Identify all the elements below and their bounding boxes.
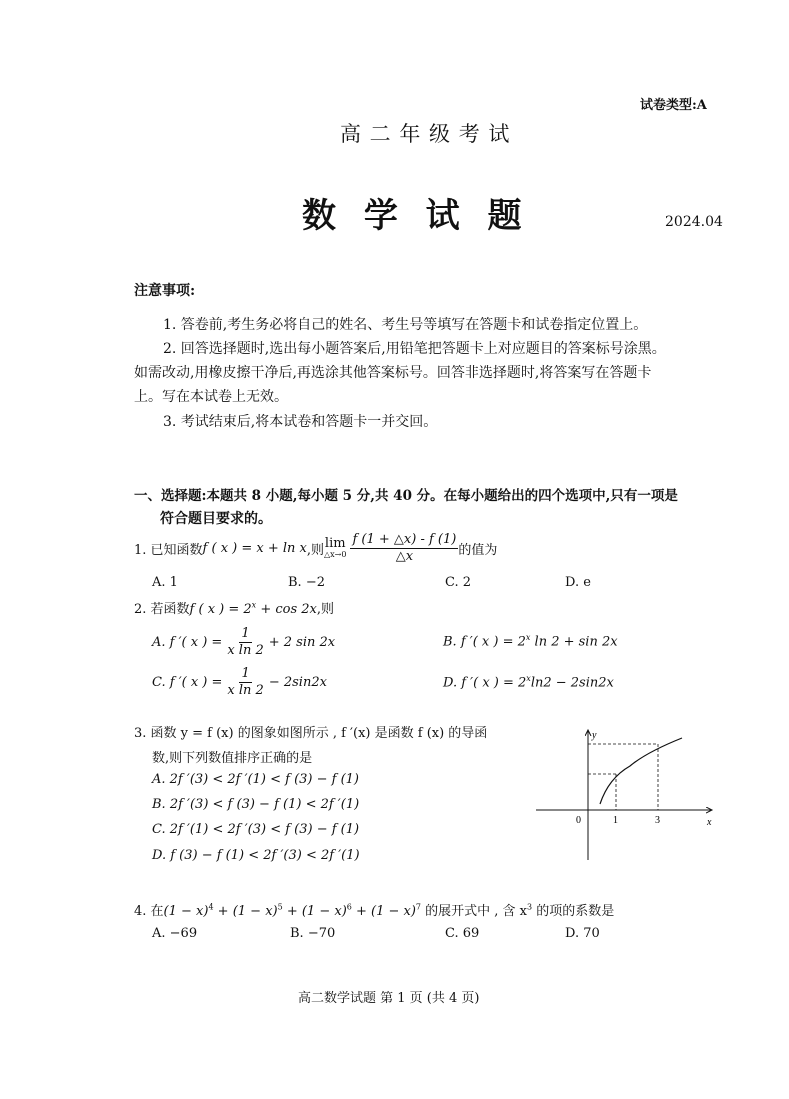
grade-title: 高 二 年 级 考 试 [340,122,511,146]
q1-option-c[interactable]: C. 2 [445,575,472,590]
graph-tick-3: 3 [655,815,660,826]
q3-stem-line-1: 3. 函数 y = f (x) 的图象如图所示 , f ′(x) 是函数 f (x) 的导函 [134,726,488,741]
q1-option-b[interactable]: B. −2 [288,575,325,590]
q2-a-tail: + 2 sin 2x [268,634,336,650]
q2-option-b[interactable] [443,633,618,649]
q2-then: ,则 [316,602,334,617]
q1-fraction [350,532,458,565]
q4-term-2: + (1 − x) [213,904,278,919]
subject-title: 数 学 试 题 [302,196,530,236]
q2-a-fraction [225,626,265,659]
q4-option-c[interactable]: C. 69 [445,926,480,941]
graph-y-label: y [592,730,597,741]
q3-function-graph [530,722,720,867]
q1-then: ,则 [306,542,325,558]
q2-d-tail: ln2 − 2sin2x [530,675,614,691]
q2-exponent: x [251,600,257,610]
q3-option-c[interactable]: C. 2f ′(1) < 2f ′(3) < f (3) − f (1) [152,822,360,837]
q4-exp-2: 5 [277,902,283,912]
question-4-stem [134,900,614,919]
section-1-heading-line-2: 符合题目要求的。 [160,511,272,527]
q2-option-c[interactable] [152,662,327,702]
graph-x-label: x [707,817,712,828]
note-item-1: 1. 答卷前,考生务必将自己的姓名、考生号等填写在答题卡和试卷指定位置上。 [163,317,648,333]
q2-option-d[interactable] [443,674,614,690]
q4-option-a[interactable]: A. −69 [152,926,198,941]
q2-function-tail: + cos 2x [256,602,317,617]
q2-a-denominator: x ln 2 [227,642,264,658]
q2-d-exponent: x [526,674,531,683]
q1-function: f ( x ) = x + ln x [202,540,307,556]
note-item-2-line-2: 如需改动,用橡皮擦干净后,再选涂其他答案标号。回答非选择题时,将答案写在答题卡 [134,365,652,381]
q1-option-a[interactable]: A. 1 [152,575,178,590]
q4-exp-3: 6 [346,902,352,912]
q1-denominator: △x [395,548,414,564]
paper-type: 试卷类型:A [640,98,707,113]
q4-term-4: + (1 − x) [351,904,416,919]
exam-date: 2024.04 [665,214,723,230]
q1-option-d[interactable]: D. e [565,575,591,590]
q2-c-denominator: x ln 2 [227,682,264,698]
q4-exp-5: 3 [527,902,533,912]
q4-option-b[interactable]: B. −70 [290,926,336,941]
note-item-3: 3. 考试结束后,将本试卷和答题卡一并交回。 [163,414,438,430]
q4-term-1: (1 − x) [163,904,209,919]
q3-stem-line-2: 数,则下列数值排序正确的是 [152,751,313,766]
question-2-stem [134,598,334,617]
q1-lim-word: lim [324,535,346,551]
function-curve [600,738,682,804]
q4-mid: 的展开式中 , 含 x [421,904,528,919]
q2-b-exponent: x [525,633,531,642]
q2-b-lhs: B. f ′( x ) = 2 [443,634,526,650]
note-item-2-line-3: 上。写在本试卷上无效。 [134,389,288,405]
q2-function: f ( x ) = 2 [189,602,252,617]
q4-option-d[interactable]: D. 70 [565,926,600,941]
q1-limit [324,535,347,559]
q3-option-d[interactable]: D. f (3) − f (1) < 2f ′(3) < 2f ′(1) [152,848,360,863]
q3-option-b[interactable]: B. 2f ′(3) < f (3) − f (1) < 2f ′(1) [152,797,360,812]
q2-prefix: 2. 若函数 [134,602,190,617]
q2-d-lhs: D. f ′( x ) = 2 [443,675,527,691]
q2-option-a[interactable] [152,622,335,662]
question-1-stem [134,528,497,568]
q2-c-tail: − 2sin2x [268,674,327,690]
q4-suffix: 的项的系数是 [532,904,615,919]
q1-numerator: f (1 + △x) - f (1) [352,531,457,547]
q4-prefix: 4. 在 [134,904,164,919]
section-1-heading-line-1: 一、选择题:本题共 8 小题,每小题 5 分,共 40 分。在每小题给出的四个选项中,只有一项是 [134,488,678,504]
q1-lim-sub: △x→0 [324,549,347,559]
q4-term-3: + (1 − x) [282,904,347,919]
q2-c-numerator: 1 [241,665,250,681]
note-item-2-line-1: 2. 回答选择题时,选出每小题答案后,用铅笔把答题卡上对应题目的答案标号涂黑。 [163,341,666,357]
q1-suffix: 的值为 [458,542,498,558]
q2-c-lhs: C. f ′( x ) = [152,674,223,690]
q2-c-fraction [225,666,265,699]
q4-exp-4: 7 [415,902,422,912]
graph-tick-1: 1 [613,815,618,826]
q2-a-numerator: 1 [241,625,250,641]
q4-exp-1: 4 [208,902,214,912]
q1-prefix: 1. 已知函数 [134,542,203,558]
q2-a-lhs: A. f ′( x ) = [152,634,223,650]
page-footer: 高二数学试题 第 1 页 (共 4 页) [298,991,480,1006]
q2-b-tail: ln 2 + sin 2x [530,634,618,650]
q3-option-a[interactable]: A. 2f ′(3) < 2f ′(1) < f (3) − f (1) [152,772,360,787]
notes-heading: 注意事项: [134,283,196,299]
graph-origin-label: 0 [576,815,581,826]
